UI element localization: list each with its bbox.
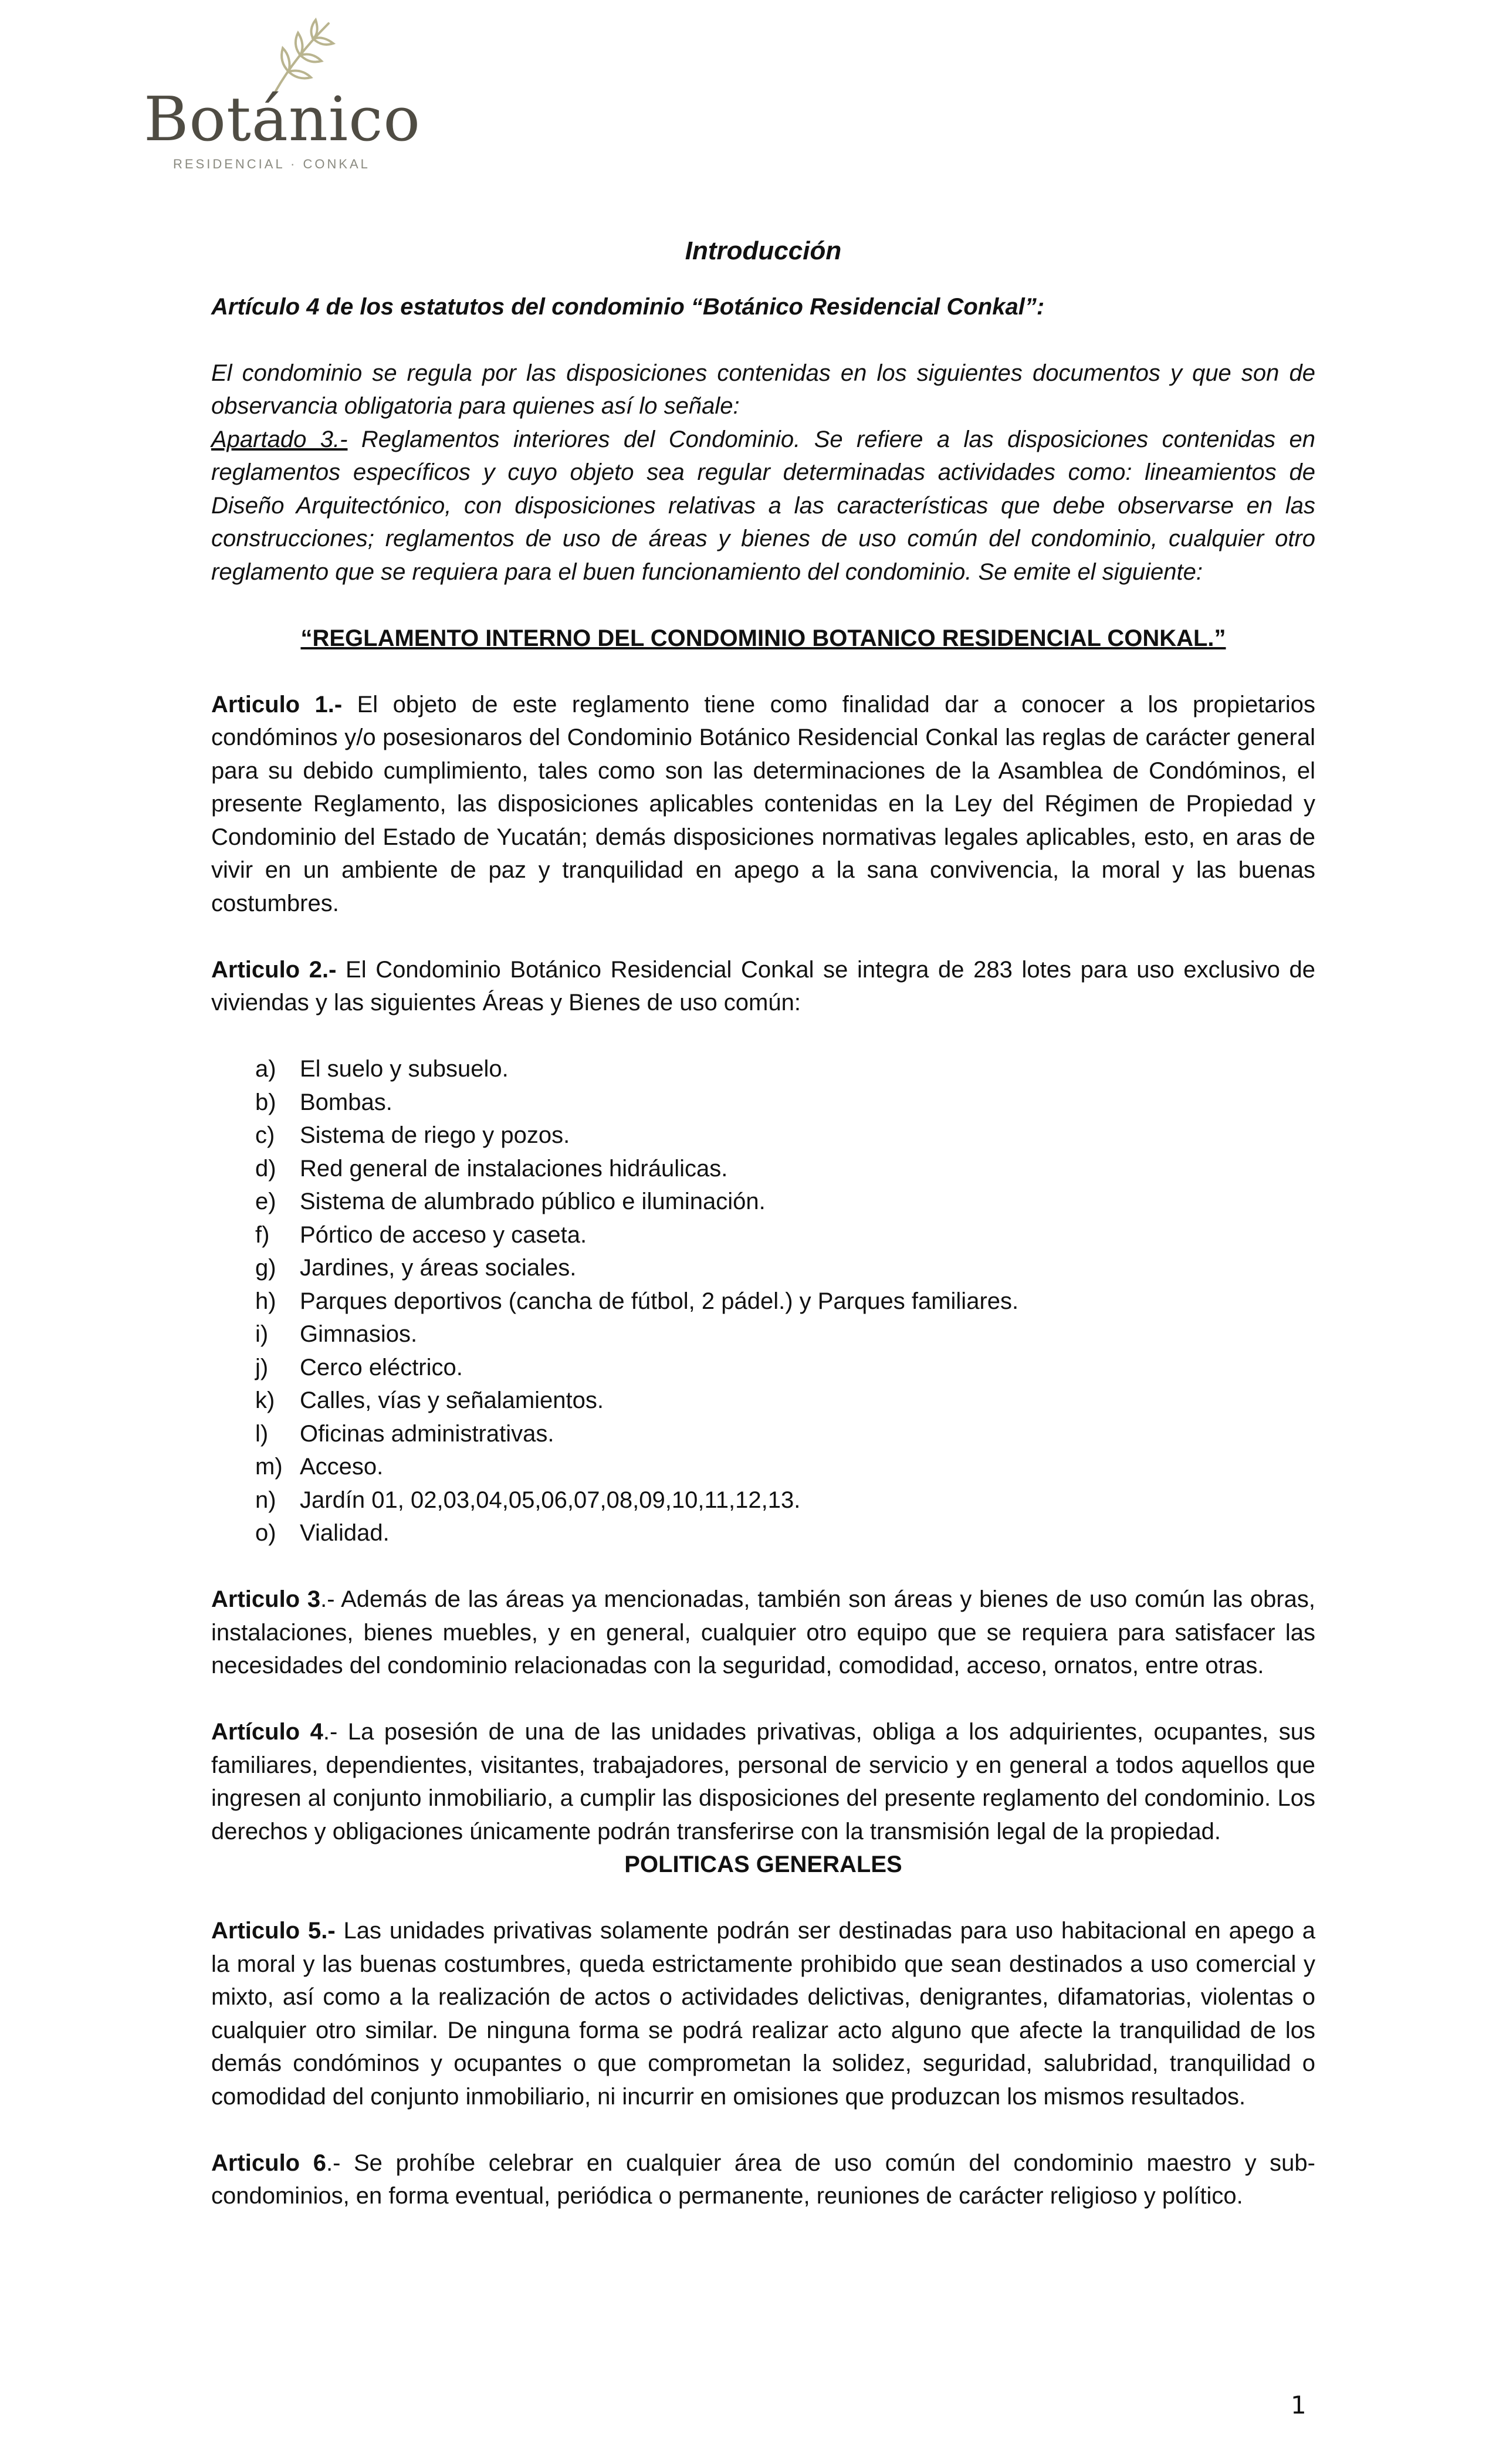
- list-item: b) Bombas.: [255, 1089, 392, 1115]
- article-3: [211, 1583, 1315, 1683]
- list-item: c) Sistema de riego y pozos.: [255, 1122, 570, 1148]
- article-1-text: El objeto de este reglamento tiene como finalidad dar a conocer a los propietarios condóminos y/o posesionaros del Condominio Botánico Residencial Conkal las reglas de carácter general para su debido cumplimiento, tales como son las determinaciones de la Asamblea de Condóminos, el presente Reglamento, las disposiciones aplicables contenidas en la Ley del Régimen de Propiedad y Condominio del Estado de Yucatán; demás disposiciones normativas legales aplicables, esto, en aras de vivir en un ambiente de paz y tranquilidad en apego a la sana convivencia, la moral y las buenas costumbres.: [211, 691, 1315, 916]
- areas-list: [211, 1052, 1315, 1550]
- apartado-label: Apartado 3.-: [211, 426, 348, 452]
- list-item: e) Sistema de alumbrado público e iluminación.: [255, 1189, 766, 1214]
- reglamento-title: “REGLAMENTO INTERNO DEL CONDOMINIO BOTANICO RESIDENCIAL CONKAL.”: [300, 625, 1226, 651]
- intro-heading: Artículo 4 de los estatutos del condominio “Botánico Residencial Conkal”:: [211, 293, 1045, 320]
- article-3-text: .- Además de las áreas ya mencionadas, también son áreas y bienes de uso común las obras, instalaciones, bienes muebles, y en general, cualquier otro equipo que se requiera para satisfacer las necesidades del condominio relacionadas con la seguridad, comodidad, acceso, ornatos, entre otras.: [211, 1586, 1315, 1678]
- article-1-label: Articulo 1.-: [211, 691, 343, 717]
- intro-paragraph: El condominio se regula por las disposiciones contenidas en los siguientes documentos y que son de observancia obligatoria para quienes así lo señale:: [211, 360, 1315, 419]
- article-6-label: Articulo 6: [211, 2150, 326, 2176]
- list-item: f) Pórtico de acceso y caseta.: [255, 1221, 587, 1248]
- article-5: [211, 1914, 1315, 2113]
- article-2: [211, 953, 1315, 1020]
- list-item: a) El suelo y subsuelo.: [255, 1056, 509, 1082]
- list-item: n) Jardín 01, 02,03,04,05,06,07,08,09,10,11,12,13.: [255, 1487, 801, 1513]
- list-item: j) Cerco eléctrico.: [255, 1354, 463, 1380]
- article-2-label: Articulo 2.-: [211, 956, 337, 983]
- article-6: [211, 2147, 1315, 2213]
- document-body: [211, 235, 1315, 2213]
- logo-wordmark: Botánico: [144, 83, 421, 155]
- list-item: i) Gimnasios.: [255, 1321, 418, 1347]
- logo-subtitle: RESIDENCIAL · CONKAL: [173, 157, 370, 171]
- list-item: m) Acceso.: [255, 1454, 384, 1480]
- list-item: l) Oficinas administrativas.: [255, 1420, 554, 1447]
- apartado-text: Reglamentos interiores del Condominio. Se refiere a las disposiciones contenidas en reglamentos específicos y cuyo objeto sea regular determinadas actividades como: lineamientos de Diseño Arquitectónico, con disposiciones relativas a las características que debe observarse en las construcciones; reglamentos de uso de áreas y bienes de uso común del condominio, cualquier otro reglamento que se requiera para el buen funcionamiento del condominio. Se emite el siguiente:: [211, 426, 1315, 585]
- article-4-label: Artículo 4: [211, 1719, 323, 1745]
- list-item: h) Parques deportivos (cancha de fútbol, 2 pádel.) y Parques familiares.: [255, 1288, 1019, 1314]
- article-3-label: Articulo 3: [211, 1586, 321, 1612]
- list-item: o) Vialidad.: [255, 1520, 390, 1546]
- page-title: Introducción: [685, 236, 842, 265]
- article-4: [211, 1715, 1315, 1848]
- article-5-label: Articulo 5.-: [211, 1918, 336, 1944]
- article-5-text: Las unidades privativas solamente podrán ser destinadas para uso habitacional en apego a la moral y las buenas costumbres, queda estrictamente prohibido que sean destinados a uso comercial y mixto, así como a la realización de actos o actividades delictivas, denigrantes, difamatorias, violentas o cualquier otro similar. De ninguna forma se podrá realizar acto alguno que afecte la tranquilidad de los demás condóminos y ocupantes o que comprometan la solidez, seguridad, salubridad, tranquilidad o comodidad del conjunto inmobiliario, ni incurrir en omisiones que produzcan los mismos resultados.: [211, 1918, 1316, 2110]
- logo: [138, 18, 421, 171]
- list-item: k) Calles, vías y señalamientos.: [255, 1387, 604, 1413]
- list-item: g) Jardines, y áreas sociales.: [255, 1255, 577, 1281]
- article-1: [211, 688, 1315, 920]
- article-6-text: .- Se prohíbe celebrar en cualquier área de uso común del condominio maestro y sub-condominios, en forma eventual, periódica o permanente, reuniones de carácter religioso y político.: [211, 2150, 1315, 2209]
- leaf-icon: [252, 18, 340, 94]
- article-4-text: .- La posesión de una de las unidades privativas, obliga a los adquirientes, ocupantes, sus familiares, dependientes, visitantes, trabajadores, personal de servicio y en general a todos aquellos que ingresen al conjunto inmobiliario, a cumplir las disposiciones del presente reglamento del condominio. Los derechos y obligaciones únicamente podrán transferirse con la transmisión legal de la propiedad.: [211, 1719, 1315, 1844]
- page-number: 1: [1291, 2391, 1307, 2419]
- list-item: d) Red general de instalaciones hidráulicas.: [255, 1155, 728, 1182]
- politicas-title: POLITICAS GENERALES: [624, 1852, 902, 1877]
- article-2-text: El Condominio Botánico Residencial Conkal se integra de 283 lotes para uso exclusivo de viviendas y las siguientes Áreas y Bienes de uso común:: [211, 956, 1316, 1016]
- apartado-paragraph: [211, 423, 1315, 589]
